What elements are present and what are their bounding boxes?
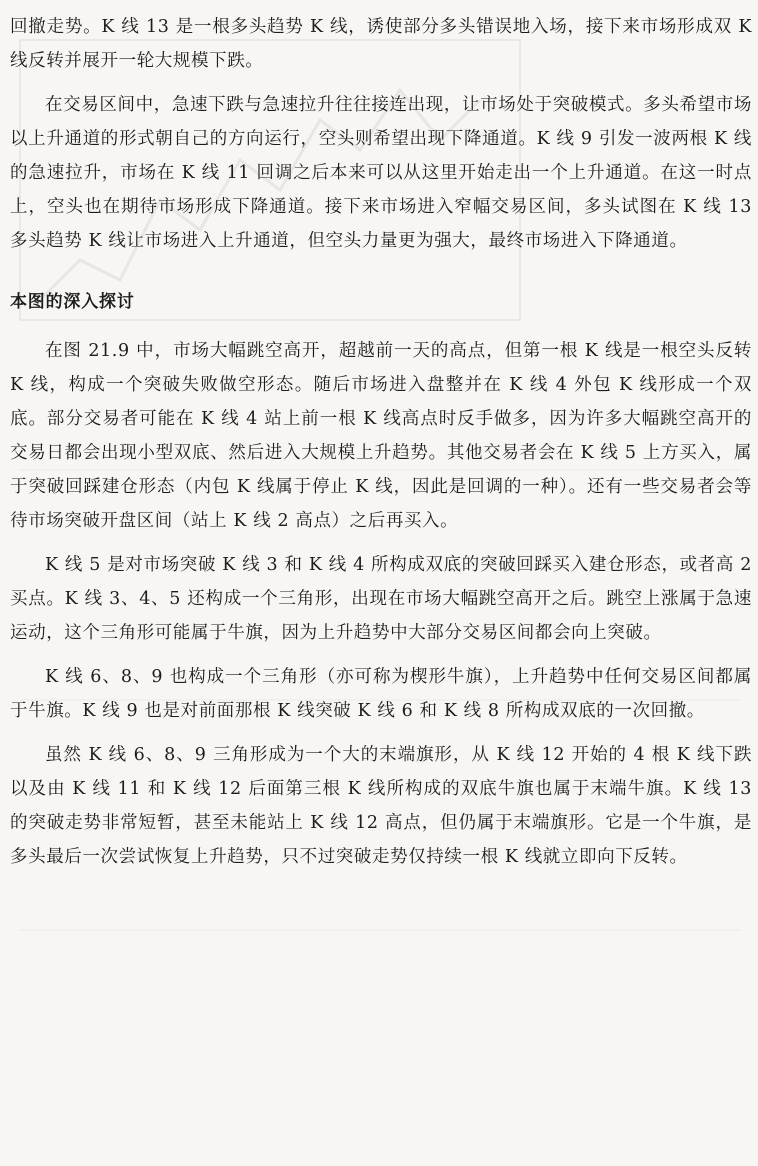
paragraph-bars-6-8-9: K 线 6、8、9 也构成一个三角形（亦可称为楔形牛旗），上升趋势中任何交易区间都属于牛旗。K 线 9 也是对前面那根 K 线突破 K 线 6 和 K 线 8 所构成双底的一次回撤。 <box>10 667 752 721</box>
page-body <box>10 10 752 874</box>
paragraph-terminal-flag: 虽然 K 线 6、8、9 三角形成为一个大的末端旗形，从 K 线 12 开始的 4 根 K 线下跌以及由 K 线 11 和 K 线 12 后面第三根 K 线所构成的双底牛旗也属于末端牛旗。K 线 13 的突破走势非常短暂，甚至未能站上 K 线 12 高点，但仍属于末端旗形。它是一个牛旗，是多头最后一次尝试恢复上升趋势，只不过突破走势仅持续一根 K 线就立即向下反转。 <box>10 745 752 867</box>
paragraph-trading-range: 在交易区间中，急速下跌与急速拉升往往接连出现，让市场处于突破模式。多头希望市场以上升通道的形式朝自己的方向运行，空头则希望出现下降通道。K 线 9 引发一波两根 K 线的急速拉升，市场在 K 线 11 回调之后本来可以从这里开始走出一个上升通道。在这一时点上，空头也在期待市场形成下降通道。接下来市场进入窄幅交易区间，多头试图在 K 线 13 多头趋势 K 线让市场进入上升通道，但空头力量更为强大，最终市场进入下降通道。 <box>10 95 752 251</box>
paragraph-continuation: 回撤走势。K 线 13 是一根多头趋势 K 线，诱使部分多头错误地入场，接下来市场形成双 K 线反转并展开一轮大规模下跌。 <box>10 17 752 71</box>
paragraph-figure-21-9: 在图 21.9 中，市场大幅跳空高开，超越前一天的高点，但第一根 K 线是一根空头反转 K 线，构成一个突破失败做空形态。随后市场进入盘整并在 K 线 4 外包 K 线形成一个双底。部分交易者可能在 K 线 4 站上前一根 K 线高点时反手做多，因为许多大幅跳空高开的交易日都会出现小型双底、然后进入大规模上升趋势。其他交易者会在 K 线 5 上方买入，属于突破回踩建仓形态（内包 K 线属于停止 K 线，因此是回调的一种）。还有一些交易者会等待市场突破开盘区间（站上 K 线 2 高点）之后再买入。 <box>10 341 752 531</box>
paragraph-bar-5: K 线 5 是对市场突破 K 线 3 和 K 线 4 所构成双底的突破回踩买入建仓形态，或者高 2 买点。K 线 3、4、5 还构成一个三角形，出现在市场大幅跳空高开之后。跳空上涨属于急速运动，这个三角形可能属于牛旗，因为上升趋势中大部分交易区间都会向上突破。 <box>10 555 752 643</box>
section-heading: 本图的深入探讨 <box>10 292 135 312</box>
